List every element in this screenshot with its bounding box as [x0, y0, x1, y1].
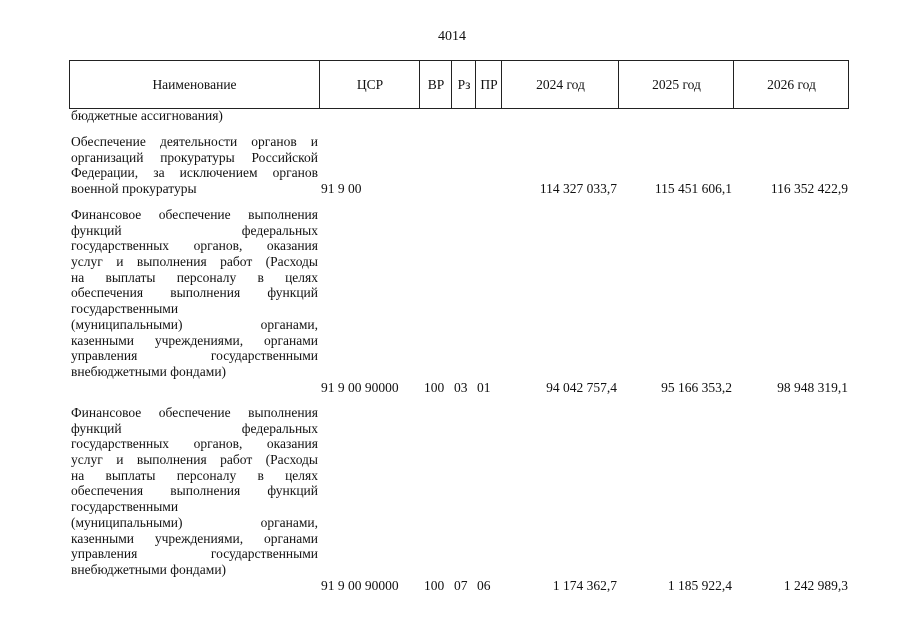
row-name-line: военной прокуратуры	[71, 181, 197, 197]
row-name-line: Финансовое обеспечение выполнения	[71, 207, 318, 222]
header-name: Наименование	[152, 76, 237, 92]
row-name	[71, 207, 318, 380]
row-2026: 116 352 422,9	[770, 181, 848, 196]
row-name-line: Федерации, за исключением органов	[71, 165, 318, 181]
row-csr: 91 9 00 90000	[321, 578, 399, 593]
row-rz: 03	[454, 380, 468, 395]
row-name-line: управления государственными	[71, 546, 318, 562]
row-name-line: обеспечения выполнения функций	[71, 483, 318, 499]
row-pr: 06	[477, 578, 491, 593]
row-name-line: управления государственными	[71, 348, 318, 364]
row-name-line: на выплаты персоналу в целях	[71, 467, 318, 483]
row-name-line: казенными учреждениями, органами	[71, 530, 318, 546]
continuation-text: бюджетные ассигнования)	[71, 108, 223, 123]
row-name-line: Обеспечение деятельности органов и	[71, 134, 318, 149]
row-name	[71, 405, 318, 578]
row-2025: 1 185 922,4	[667, 578, 732, 593]
row-name-line: государственными	[71, 499, 179, 515]
row-2024: 94 042 757,4	[546, 380, 617, 395]
header-rz: Рз	[451, 61, 476, 108]
row-2025: 115 451 606,1	[654, 181, 732, 196]
row-name-line: организаций прокуратуры Российской	[71, 149, 318, 165]
row-vr: 100	[424, 380, 445, 395]
row-name-line: услуг и выполнения работ (Расходы	[71, 254, 318, 270]
row-name-line: (муниципальными) органами,	[71, 316, 318, 332]
row-rz: 07	[454, 578, 468, 593]
page-number: 4014	[438, 29, 466, 44]
row-name	[71, 134, 318, 197]
table-header	[69, 60, 849, 109]
header-2026: 2026 год	[733, 61, 849, 108]
row-name-line: Финансовое обеспечение выполнения	[71, 405, 318, 420]
row-2026: 98 948 319,1	[777, 380, 848, 395]
row-name-line: функций федеральных	[71, 222, 318, 238]
header-csr: ЦСР	[319, 61, 420, 108]
row-name-line: услуг и выполнения работ (Расходы	[71, 452, 318, 468]
row-2024: 1 174 362,7	[552, 578, 617, 593]
header-pr: ПР	[475, 61, 502, 108]
row-name-line: государственных органов, оказания	[71, 238, 318, 254]
row-name-line: обеспечения выполнения функций	[71, 285, 318, 301]
header-2024: 2024 год	[501, 61, 619, 108]
row-name-line: (муниципальными) органами,	[71, 514, 318, 530]
row-2025: 95 166 353,2	[661, 380, 732, 395]
row-2026: 1 242 989,3	[783, 578, 848, 593]
header-vr: ВР	[419, 61, 452, 108]
row-name-line: на выплаты персоналу в целях	[71, 269, 318, 285]
row-name-line: внебюджетными фондами)	[71, 363, 227, 379]
row-name-line: внебюджетными фондами)	[71, 561, 227, 577]
row-csr: 91 9 00 90000	[321, 380, 399, 395]
row-2024: 114 327 033,7	[539, 181, 617, 196]
row-name-line: государственными	[71, 301, 179, 317]
row-name-line: казенными учреждениями, органами	[71, 332, 318, 348]
row-name-line: функций федеральных	[71, 420, 318, 436]
header-2025: 2025 год	[618, 61, 734, 108]
row-name-line: государственных органов, оказания	[71, 436, 318, 452]
row-pr: 01	[477, 380, 491, 395]
row-csr: 91 9 00	[321, 181, 362, 196]
row-vr: 100	[424, 578, 445, 593]
